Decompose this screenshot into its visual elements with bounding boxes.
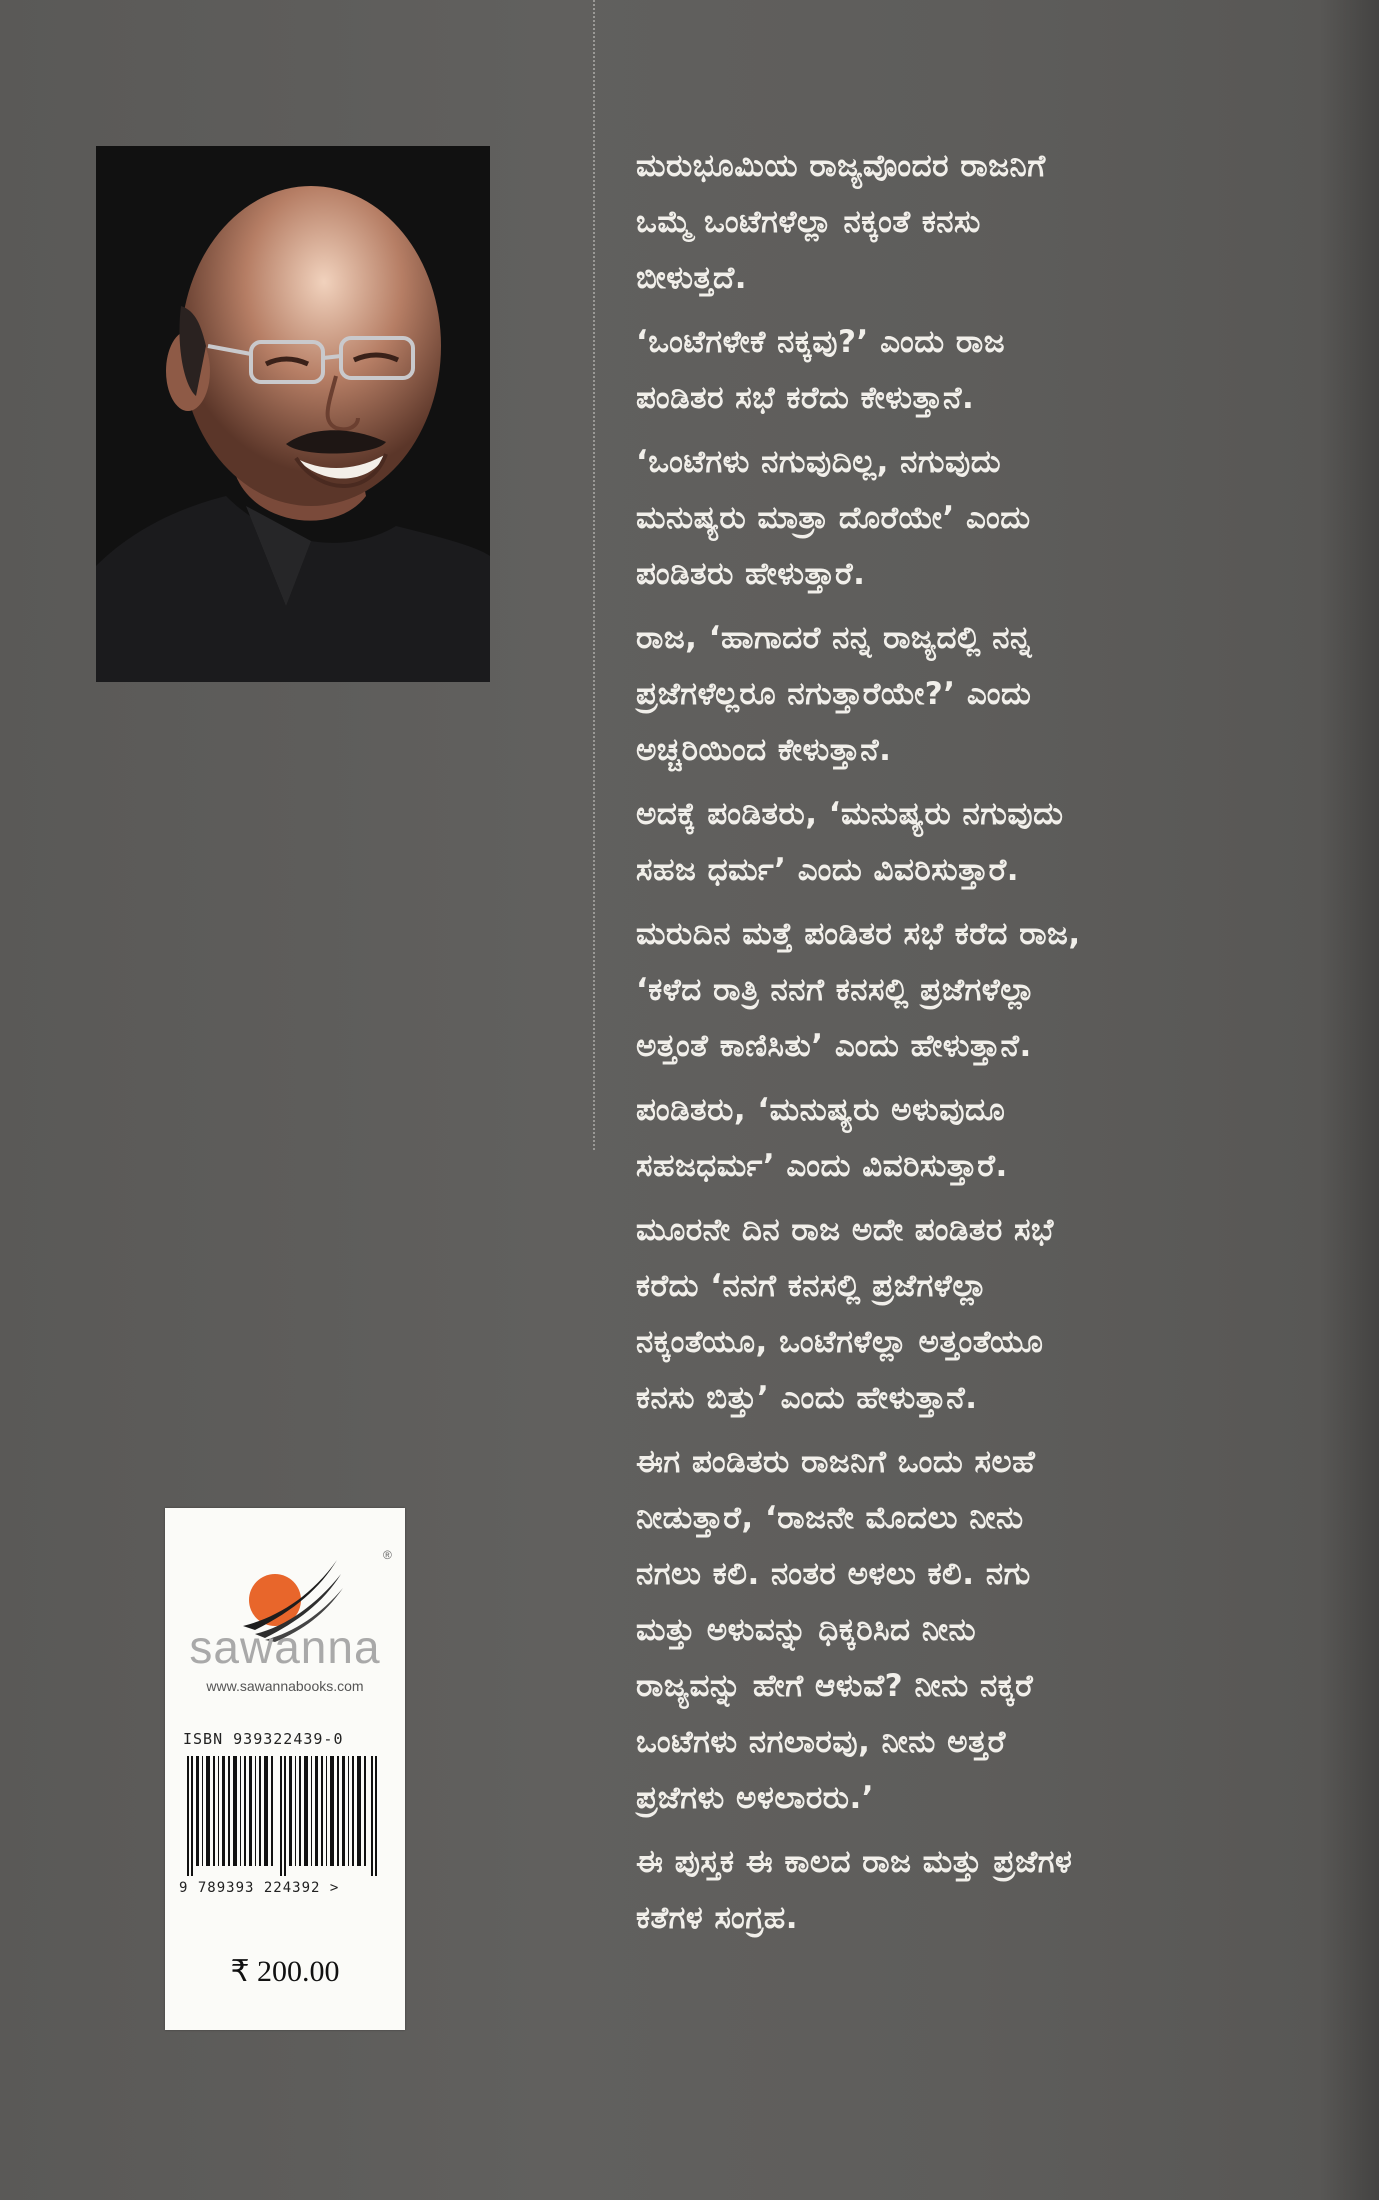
- edge-shadow: [1319, 0, 1379, 2200]
- blurb-text: [636, 138, 1296, 1954]
- blurb-paragraph: ಈಗ ಪಂಡಿತರು ರಾಜನಿಗೆ ಒಂದು ಸಲಹೆ ನೀಡುತ್ತಾರೆ, ‘ರಾಜನೇ ಮೊದಲು ನೀನು ನಗಲು ಕಲಿ. ನಂತರ ಅಳಲು ಕಲಿ. ನಗು ಮತ್ತು ಅಳುವನ್ನು ಧಿಕ್ಕರಿಸಿದ ನೀನು ರಾಜ್ಯವನ್ನು ಹೇಗೆ ಆಳುವೆ? ನೀನು ನಕ್ಕರೆ ಒಂಟೆಗಳು ನಗಲಾರವು, ನೀನು ಅತ್ತರೆ ಪ್ರಜೆಗಳು ಅಳಲಾರರು.’: [636, 1444, 1036, 1816]
- author-portrait-icon: [96, 146, 490, 682]
- isbn-label: ISBN 939322439-0: [183, 1730, 344, 1748]
- price-label: ₹ 200.00: [230, 1955, 340, 1988]
- barcode-number: 9 789393 224392 >: [179, 1880, 340, 1896]
- blurb-paragraph: ಈ ಪುಸ್ತಕ ಈ ಕಾಲದ ರಾಜ ಮತ್ತು ಪ್ರಜೆಗಳ ಕತೆಗಳ ಸಂಗ್ರಹ.: [636, 1844, 1073, 1936]
- brand-name: sawanna: [189, 1621, 381, 1673]
- blurb-paragraph: ಮೂರನೇ ದಿನ ರಾಜ ಅದೇ ಪಂಡಿತರ ಸಭೆ ಕರೆದು ‘ನನಗೆ ಕನಸಲ್ಲಿ ಪ್ರಜೆಗಳೆಲ್ಲಾ ನಕ್ಕಂತೆಯೂ, ಒಂಟೆಗಳೆಲ್ಲಾ ಅತ್ತಂತೆಯೂ ಕನಸು ಬಿತ್ತು’ ಎಂದು ಹೇಳುತ್ತಾನೆ.: [636, 1212, 1054, 1416]
- blurb-paragraph: ‘ಒಂಟೆಗಳು ನಗುವುದಿಲ್ಲ, ನಗುವುದು ಮನುಷ್ಯರು ಮಾತ್ರಾ ದೊರೆಯೇ’ ಎಂದು ಪಂಡಿತರು ಹೇಳುತ್ತಾರೆ.: [636, 444, 1031, 592]
- blurb-paragraph: ಮರುದಿನ ಮತ್ತೆ ಪಂಡಿತರ ಸಭೆ ಕರೆದ ರಾಜ, ‘ಕಳೆದ ರಾತ್ರಿ ನನಗೆ ಕನಸಲ್ಲಿ ಪ್ರಜೆಗಳೆಲ್ಲಾ ಅತ್ತಂತೆ ಕಾಣಿಸಿತು’ ಎಂದು ಹೇಳುತ್ತಾನೆ.: [636, 916, 1081, 1064]
- price-barcode-sticker: [165, 1508, 405, 2030]
- blurb-paragraph: ಅದಕ್ಕೆ ಪಂಡಿತರು, ‘ಮನುಷ್ಯರು ನಗುವುದು ಸಹಜ ಧರ್ಮ’ ಎಂದು ವಿವರಿಸುತ್ತಾರೆ.: [636, 796, 1064, 888]
- blurb-paragraph: ‘ಒಂಟೆಗಳೇಕೆ ನಕ್ಕವು?’ ಎಂದು ರಾಜ ಪಂಡಿತರ ಸಭೆ ಕರೆದು ಕೇಳುತ್ತಾನೆ.: [636, 324, 1006, 416]
- blurb-paragraph: ರಾಜ, ‘ಹಾಗಾದರೆ ನನ್ನ ರಾಜ್ಯದಲ್ಲಿ ನನ್ನ ಪ್ರಜೆಗಳೆಲ್ಲರೂ ನಗುತ್ತಾರೆಯೇ?’ ಎಂದು ಅಚ್ಚರಿಯಿಂದ ಕೇಳುತ್ತಾನೆ.: [636, 620, 1032, 768]
- blurb-paragraph: ಮರುಭೂಮಿಯ ರಾಜ್ಯವೊಂದರ ರಾಜನಿಗೆ ಒಮ್ಮೆ ಒಂಟೆಗಳೆಲ್ಲಾ ನಕ್ಕಂತೆ ಕನಸು ಬೀಳುತ್ತದೆ.: [636, 148, 1046, 296]
- registered-mark: ®: [383, 1548, 392, 1562]
- barcode-icon: [185, 1756, 385, 1876]
- dotted-divider: [593, 0, 595, 1150]
- publisher-website: www.sawannabooks.com: [206, 1678, 364, 1694]
- author-photo: [96, 146, 490, 682]
- blurb-paragraph: ಪಂಡಿತರು, ‘ಮನುಷ್ಯರು ಅಳುವುದೂ ಸಹಜಧರ್ಮ’ ಎಂದು ವಿವರಿಸುತ್ತಾರೆ.: [636, 1092, 1008, 1184]
